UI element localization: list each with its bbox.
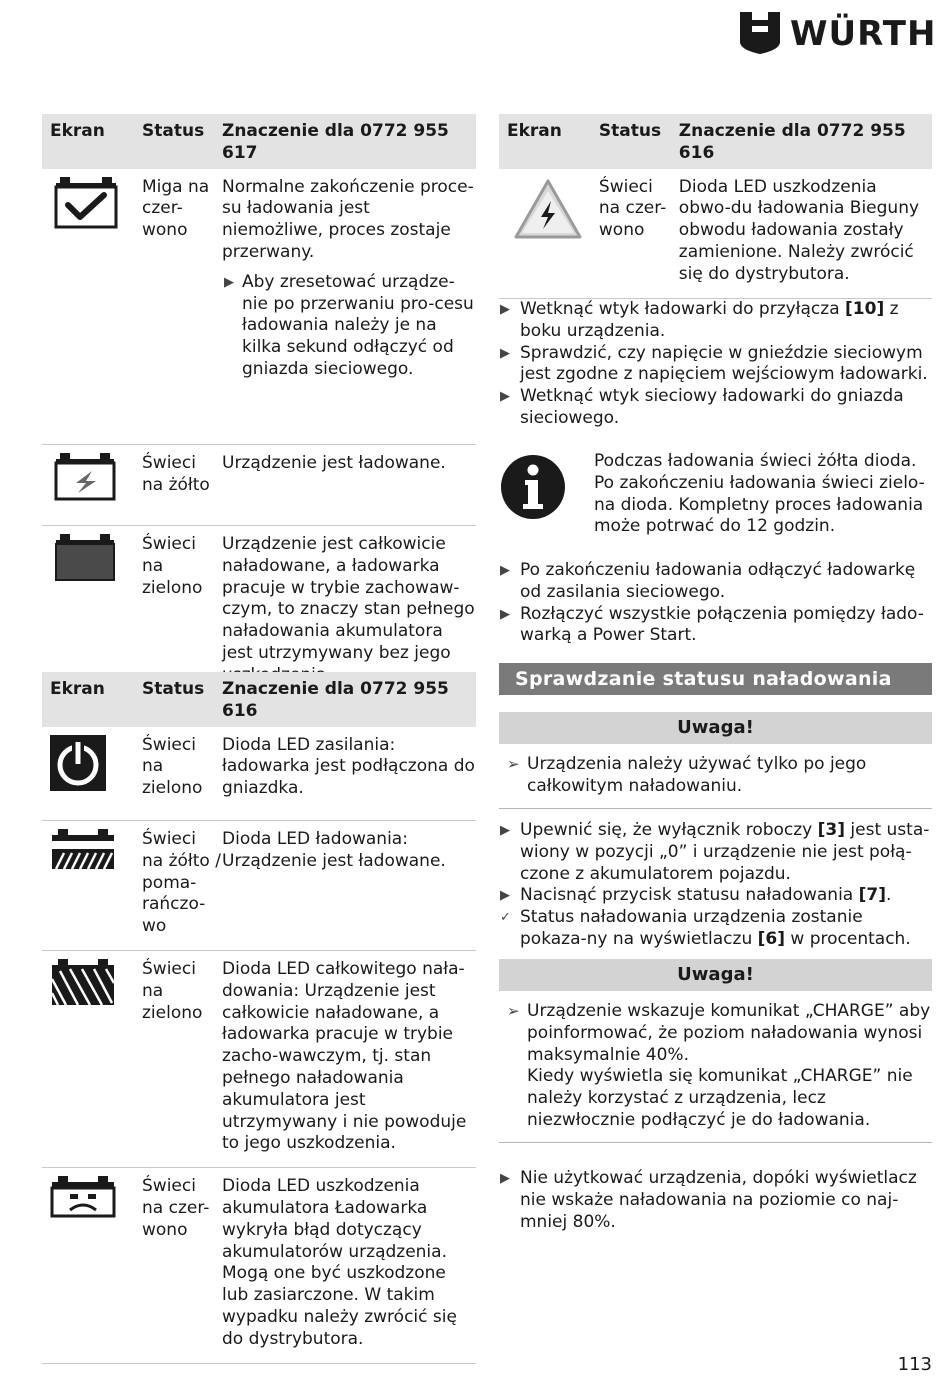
- col-header-ekran: Ekran: [499, 114, 599, 169]
- final-steps: [500, 1168, 932, 1233]
- status-text: Świeci na czer-wono: [142, 1168, 222, 1363]
- status-text: Świeci na zielono: [142, 951, 222, 1168]
- wurth-logo-mark: [740, 12, 780, 54]
- step-text: Nie użytkować urządzenia, dopóki wyświetlacz nie wskaże naładowania na poziomie co naj-mniej 80%.: [520, 1168, 917, 1232]
- status-text: Świeci na żółto: [142, 445, 222, 526]
- status-text: Świeci na zielono: [142, 727, 222, 821]
- list-item: [500, 386, 932, 430]
- step-text-cont: jest usta-wiony w pozycji „0” i urządzenie nie jest połą-czone z akumulatorem pojazdu.: [520, 820, 930, 884]
- info-text: Podczas ładowania świeci żółta dioda. Po zakończeniu ładowania świeci zielo-na dioda. Kompletny proces ładowania może potrwać do 12 godzin.: [594, 451, 925, 537]
- step-text-cont: z boku urządzenia.: [520, 299, 899, 341]
- col-header-status: Status: [142, 672, 222, 727]
- step-text: Status naładowania urządzenia zostanie pokaza-ny na wyświetlaczu: [520, 907, 863, 949]
- list-item: [500, 885, 932, 907]
- list-item: [500, 343, 932, 387]
- list-item: [500, 604, 932, 648]
- step-text-cont: w procentach.: [785, 928, 911, 949]
- bullet-triangle-icon: ▶: [500, 389, 510, 405]
- battery-charging-icon: [50, 453, 120, 503]
- reset-instruction: Aby zresetować urządze-nie po przerwaniu pro-cesu ładowania należy je na kilka sekund odłączyć od gniazda sieciowego.: [242, 271, 474, 379]
- table-row: [42, 445, 476, 526]
- status-text: Świeci na czer-wono: [599, 169, 679, 298]
- col-header-ekran: Ekran: [42, 672, 142, 727]
- wurth-logo: [740, 12, 935, 56]
- meaning-text: Dioda LED ładowania: Urządzenie jest ładowane.: [222, 821, 476, 951]
- battery-striped-full-icon: [50, 959, 116, 1007]
- page-number: 113: [897, 1354, 932, 1375]
- bullet-triangle-icon: ▶: [500, 302, 510, 317]
- info-icon: [500, 454, 566, 520]
- reference-number: [7]: [858, 885, 887, 906]
- list-item: [500, 907, 932, 951]
- reference-number: [3]: [817, 820, 846, 840]
- bullet-triangle-icon: ▶: [500, 823, 510, 838]
- meaning-text: Dioda LED całkowitego nała-dowania: Urządzenie jest całkowicie naładowane, a ładowarka pracuje w trybie zacho-wawczym, tj. stan pełnego naładowania akumulatora jest utrzymywany i nie powoduje to jego uszkodzenia.: [222, 951, 476, 1168]
- table-row: [42, 951, 476, 1168]
- table-row: [42, 169, 476, 445]
- list-item: [500, 820, 932, 885]
- list-item: [500, 560, 932, 604]
- notice-title: Uwaga!: [499, 712, 932, 744]
- section-heading: Sprawdzanie statusu naładowania: [499, 663, 932, 695]
- list-item: [500, 1168, 932, 1233]
- power-icon: [50, 735, 106, 791]
- col-header-status: Status: [599, 114, 679, 169]
- status-text: Miga na czer-wono: [142, 169, 222, 445]
- step-text: Wetknąć wtyk sieciowy ładowarki do gniazda sieciowego.: [520, 386, 904, 428]
- col-header-meaning: Znaczenie dla 0772 955 616: [222, 672, 476, 727]
- bullet-triangle-icon: ▶: [500, 1171, 510, 1186]
- list-item: [500, 299, 932, 343]
- step-text-cont: .: [886, 885, 892, 906]
- battery-full-icon: [50, 534, 120, 584]
- bullet-triangle-icon: ▶: [500, 888, 510, 904]
- table-row: [42, 727, 476, 821]
- step-text: Nacisnąć przycisk statusu naładowania: [520, 885, 859, 906]
- status-table-616-circuit: [499, 114, 932, 299]
- reference-number: [10]: [845, 299, 885, 319]
- col-header-meaning: Znaczenie dla 0772 955 616: [679, 114, 932, 169]
- col-header-ekran: Ekran: [42, 114, 142, 169]
- notice-text: Urządzenia należy używać tylko po jego całkowitym naładowaniu.: [527, 754, 867, 796]
- step-text: Wetknąć wtyk ładowarki do przyłącza: [520, 299, 846, 319]
- status-text: Świeci na zielono: [142, 526, 222, 700]
- brand-name: WÜRTH: [790, 14, 937, 54]
- notice-title: Uwaga!: [499, 959, 932, 991]
- notice-box: [499, 712, 932, 809]
- notice-text: Urządzenie wskazuje komunikat „CHARGE” aby poinformować, że poziom naładowania wynosi maksymalnie 40%.: [527, 1001, 931, 1065]
- meaning-text: Dioda LED uszkodzenia obwo-du ładowania Bieguny obwodu ładowania zostały zamienione. Należy zwrócić się do dystrybutora.: [679, 169, 932, 298]
- notice-box: [499, 959, 932, 1143]
- chevron-right-icon: ➢: [507, 1002, 520, 1020]
- reference-number: [6]: [757, 928, 786, 949]
- high-voltage-warning-icon: [513, 177, 583, 241]
- battery-striped-charging-icon: [50, 829, 116, 873]
- meaning-text: Urządzenie jest całkowicie naładowane, a ładowarka pracuje w trybie zachowaw-czym, to znaczy stan pełnego naładowania akumulatora jest utrzymywany bez jego: [222, 526, 476, 700]
- bullet-triangle-icon: ▶: [500, 345, 510, 361]
- col-header-status: Status: [142, 114, 222, 169]
- battery-fault-icon: [50, 1176, 116, 1218]
- table-row: [42, 1168, 476, 1363]
- table-row: [42, 821, 476, 951]
- meaning-text: Dioda LED uszkodzenia akumulatora Ładowarka wykryła błąd dotyczący akumulatorów urządzenia. Mogą one być uszkodzone lub zasiarczone. W takim wypadku należy zwrócić się do dystrybutora.: [222, 1168, 476, 1363]
- notice-text-2: Kiedy wyświetla się komunikat „CHARGE” nie należy korzystać z urządzenia, lecz niezwłocznie podłączyć je do ładowania.: [527, 1066, 913, 1130]
- status-check-steps: [500, 820, 932, 951]
- bullet-triangle-icon: ▶: [224, 274, 234, 290]
- step-text: Upewnić się, że wyłącznik roboczy: [520, 820, 818, 840]
- table-row: [499, 169, 932, 298]
- bullet-triangle-icon: ▶: [500, 606, 510, 622]
- step-text: Rozłączyć wszystkie połączenia pomiędzy łado-warką a Power Start.: [520, 603, 924, 646]
- bullet-triangle-icon: ▶: [500, 563, 510, 578]
- step-text: Sprawdzić, czy napięcie w gnieździe sieciowym jest zgodne z napięciem wejściowym ładowarki.: [520, 342, 928, 385]
- meaning-text: Dioda LED zasilania: ładowarka jest podłączona do gniazdka.: [222, 727, 476, 821]
- status-text: Świeci na żółto / poma-rańczo-wo: [142, 821, 222, 951]
- connection-steps: [500, 299, 932, 430]
- status-table-616: [42, 672, 476, 1364]
- disconnect-steps: [500, 560, 932, 647]
- col-header-meaning: Znaczenie dla 0772 955 617: [222, 114, 476, 169]
- battery-check-icon: [50, 177, 120, 231]
- chevron-right-icon: ➢: [507, 755, 520, 773]
- status-table-617: [42, 114, 476, 700]
- checkmark-icon: ✓: [500, 910, 511, 926]
- meaning-text: Urządzenie jest ładowane.: [222, 445, 476, 526]
- step-text: Po zakończeniu ładowania odłączyć ładowarkę od zasilania sieciowego.: [520, 560, 916, 602]
- meaning-text: Normalne zakończenie proce-su ładowania jest niemożliwe, proces zostaje przerwany.: [222, 176, 474, 262]
